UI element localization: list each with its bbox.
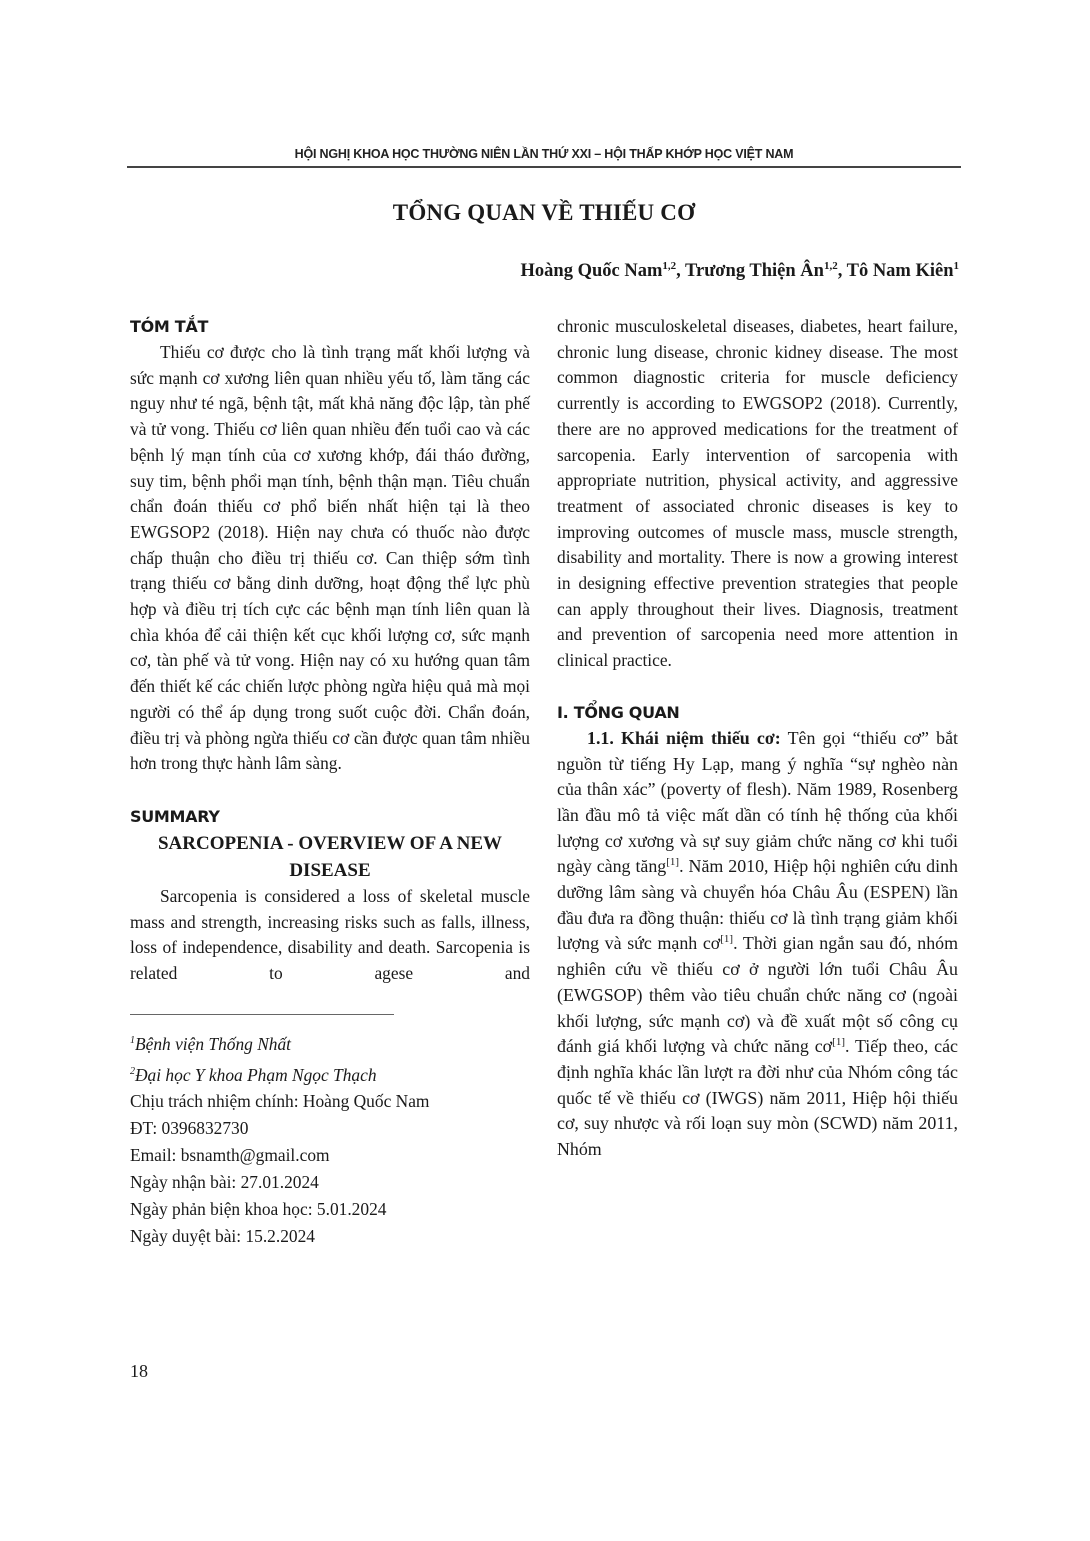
left-column: [130, 314, 530, 1250]
author-separator: ,: [676, 261, 686, 282]
section-paragraph: [557, 726, 958, 1163]
citation-ref: [1]: [720, 933, 734, 946]
header-rule: [127, 166, 961, 168]
date-approved: Ngày duyệt bài: 15.2.2024: [130, 1226, 315, 1247]
citation-ref: [1]: [666, 856, 680, 869]
summary-heading: SUMMARY: [130, 806, 220, 826]
email: Email: bsnamth@gmail.com: [130, 1145, 330, 1166]
author-affiliation: 1: [953, 260, 959, 272]
citation-ref: [1]: [832, 1036, 845, 1049]
affiliation-text: Đại học Y khoa Phạm Ngọc Thạch: [135, 1064, 377, 1085]
paragraph-text: . Tiếp theo, các định nghĩa khác lần lượt ra đời như của Nhóm công tác quốc tế về thiếu cơ (IWGS) năm 2011, Hiệp hội thiếu cơ, suy nhược và rối loạn suy mòn (SCWD) năm 2011, Nhóm: [557, 1036, 958, 1160]
running-header: HỘI NGHỊ KHOA HỌC THƯỜNG NIÊN LẦN THỨ XXI – HỘI THẤP KHỚP HỌC VIỆT NAM: [294, 147, 794, 161]
author-name: Trương Thiện Ân: [685, 261, 824, 282]
subsection-heading: 1.1. Khái niệm thiếu cơ:: [587, 727, 781, 748]
phone: ĐT: 0396832730: [130, 1118, 249, 1139]
paragraph-text: . Thời gian ngắn sau đó, nhóm nghiên cứu về thiếu cơ ở người lớn tuổi Châu Âu (EWGSOP) thêm vào tiêu chuẩn chức năng cơ (ngoài khối lượng, sức mạnh cơ) và đề xuất một số công cụ đánh giá khối lượng và chức năng cơ: [557, 933, 958, 1057]
abstract-text: Thiếu cơ được cho là tình trạng mất khối lượng và sức mạnh cơ xương liên quan nhiều yếu tố, làm tăng các nguy như té ngã, bệnh tật, mất khả năng độc lập, tàn phế và tử vong. Thiếu cơ liên quan nhiều đến tuổi cao và các bệnh lý mạn tính của cơ xương khớp, đái tháo đường, suy tim, bệnh phổi mạn tính, bệnh thận mạn. Tiêu chuẩn chẩn đoán thiếu cơ phổ biến nhất hiện tại là theo EWGSOP2 (2018). Hiện nay chưa có thuốc nào được chấp thuận cho điều trị thiếu cơ. Can thiệp sớm tình trạng thiếu cơ bằng dinh dưỡng, hoạt động thể lực phù hợp và điều trị tích cực các bệnh mạn tính liên quan là chìa khóa để cải thiện kết cục khối lượng cơ, sức mạnh cơ, tàn phế và tử vong. Hiện nay có xu hướng quan tâm đến thiết kế các chiến lược phòng ngừa hiệu quả mà mọi người có thể áp dụng trong suốt cuộc đời. Chẩn đoán, điều trị và phòng ngừa thiếu cơ cần được quan tâm nhiều hơn trong thực hành lâm sàng.: [130, 342, 530, 774]
author-affiliation: 1,2: [823, 260, 838, 272]
author-name: Tô Nam Kiên: [846, 261, 954, 282]
date-received: Ngày nhận bài: 27.01.2024: [130, 1172, 319, 1193]
summary-title: SARCOPENIA - OVERVIEW OF A NEW DISEASE: [157, 832, 503, 881]
paragraph-text: . Năm 2010, Hiệp hội nghiên cứu dinh dưỡng lâm sàng và chuyển hóa Châu Âu (ESPEN) lần đầu đưa ra đồng thuận: thiếu cơ là tình trạng giảm khối lượng và sức mạnh cơ: [557, 856, 958, 954]
author-separator: ,: [837, 261, 847, 282]
page-number: 18: [130, 1361, 148, 1381]
date-reviewed: Ngày phản biện khoa học: 5.01.2024: [130, 1199, 387, 1220]
author-affiliation: 1,2: [662, 260, 677, 272]
author-name: Hoàng Quốc Nam: [520, 261, 663, 282]
abstract-heading: TÓM TẮT: [130, 317, 209, 336]
footnote-affiliation: [130, 1027, 530, 1058]
summary-text-part1: Sarcopenia is considered a loss of skeletal muscle mass and strength, increasing risks such as falls, illness, loss of independence, disability and death. Sarcopenia is related to agese and: [130, 885, 530, 984]
article-title: TỔNG QUAN VỀ THIẾU CƠ: [392, 200, 696, 225]
affiliation-text: Bệnh viện Thống Nhất: [135, 1033, 292, 1054]
affiliation-number: 2: [130, 1065, 135, 1077]
summary-text-part2: chronic musculoskeletal diseases, diabetes, heart failure, chronic lung disease, chronic kidney disease. The most common diagnostic criteria for muscle deficiency currently is according to EWGSOP2 (2018). Currently, there are no approved medications for the treatment of sarcopenia. Early intervention of sarcopenia with appropriate nutrition, physical activity, and aggressive treatment of associated chronic diseases is key to improving outcomes of muscle mass, muscle strength, disability and mortality. There is now a growing interest in designing effective prevention strategies that people can apply throughout their lives. Diagnosis, treatment and prevention of sarcopenia need more attention in clinical practice.: [557, 316, 958, 671]
footnote-affiliation: [130, 1058, 530, 1089]
paragraph-text: Tên gọi “thiếu cơ” bắt nguồn từ tiếng Hy Lạp, mang ý nghĩa “sự nghèo nàn của thân xác” (poverty of flesh). Năm 1989, Rosenberg lần đầu mô tả việc mất dần có tính hệ thống của khối lượng cơ xương và sự suy giảm chức năng cơ khi tuổi ngày càng tăng: [557, 727, 958, 877]
author-list: [521, 260, 959, 282]
affiliation-number: 1: [130, 1034, 135, 1046]
footnote-rule: [130, 1014, 394, 1015]
right-column: [557, 314, 958, 1163]
corresponding-author: Chịu trách nhiệm chính: Hoàng Quốc Nam: [130, 1091, 430, 1112]
section-heading: I. TỔNG QUAN: [557, 702, 680, 722]
